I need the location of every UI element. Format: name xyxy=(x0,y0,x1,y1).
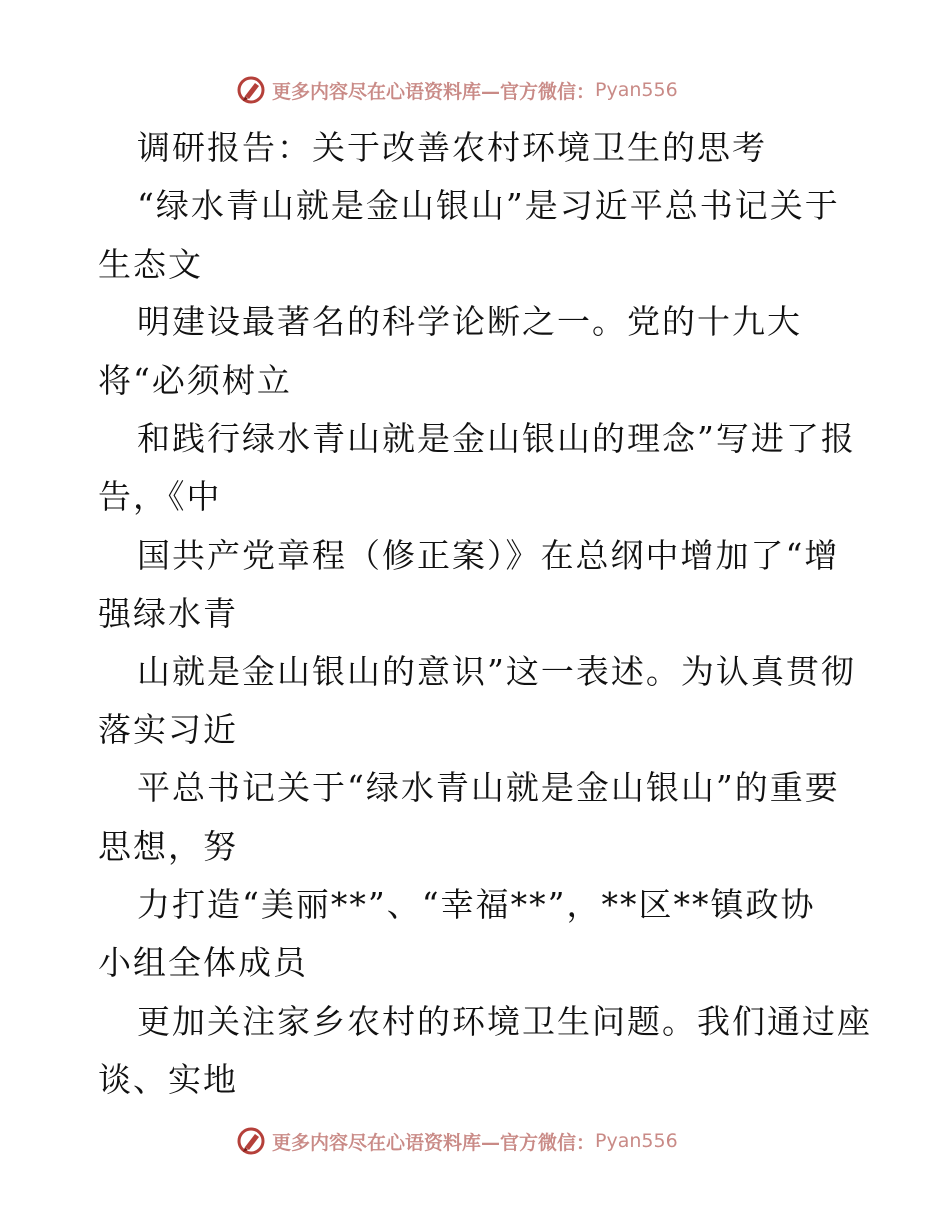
pen-logo-icon xyxy=(236,1126,266,1156)
document-title: 调研报告：关于改善农村环境卫生的思考 xyxy=(137,128,767,167)
paragraph-line: 山就是金山银山的意识”这一表述。为认真贯彻 xyxy=(137,652,856,691)
paragraph-line: 小组全体成员 xyxy=(98,943,308,982)
paragraph-line: 生态文 xyxy=(98,245,203,284)
paragraph-line: 将“必须树立 xyxy=(98,361,292,400)
paragraph-line: 平总书记关于“绿水青山就是金山银山”的重要 xyxy=(137,768,840,807)
paragraph-line: 落实习近 xyxy=(98,710,238,749)
paragraph-line: “绿水青山就是金山银山”是习近平总书记关于 xyxy=(137,186,840,225)
paragraph-line: 谈、实地 xyxy=(98,1060,238,1099)
paragraph-line: 力打造“美丽**”、“幸福**”，**区**镇政协 xyxy=(137,885,816,924)
paragraph-line: 国共产党章程（修正案）》在总纲中增加了“增 xyxy=(137,536,840,575)
watermark-text: 更多内容尽在心语资料库—官方微信： xyxy=(272,80,596,103)
paragraph-line: 明建设最著名的科学论断之一。党的十九大 xyxy=(137,302,802,341)
watermark-account: Pyan556 xyxy=(595,79,678,101)
paragraph-line: 思想，努 xyxy=(98,827,238,866)
paragraph-line: 告，《中 xyxy=(98,477,222,516)
footer-watermark xyxy=(236,1124,678,1158)
paragraph-line: 和践行绿水青山就是金山银山的理念”写进了报 xyxy=(137,419,856,458)
watermark-text: 更多内容尽在心语资料库—官方微信： xyxy=(272,1131,596,1154)
paragraph-line: 强绿水青 xyxy=(98,594,238,633)
paragraph-line: 更加关注家乡农村的环境卫生问题。我们通过座 xyxy=(137,1002,872,1041)
watermark-account: Pyan556 xyxy=(595,1130,678,1152)
